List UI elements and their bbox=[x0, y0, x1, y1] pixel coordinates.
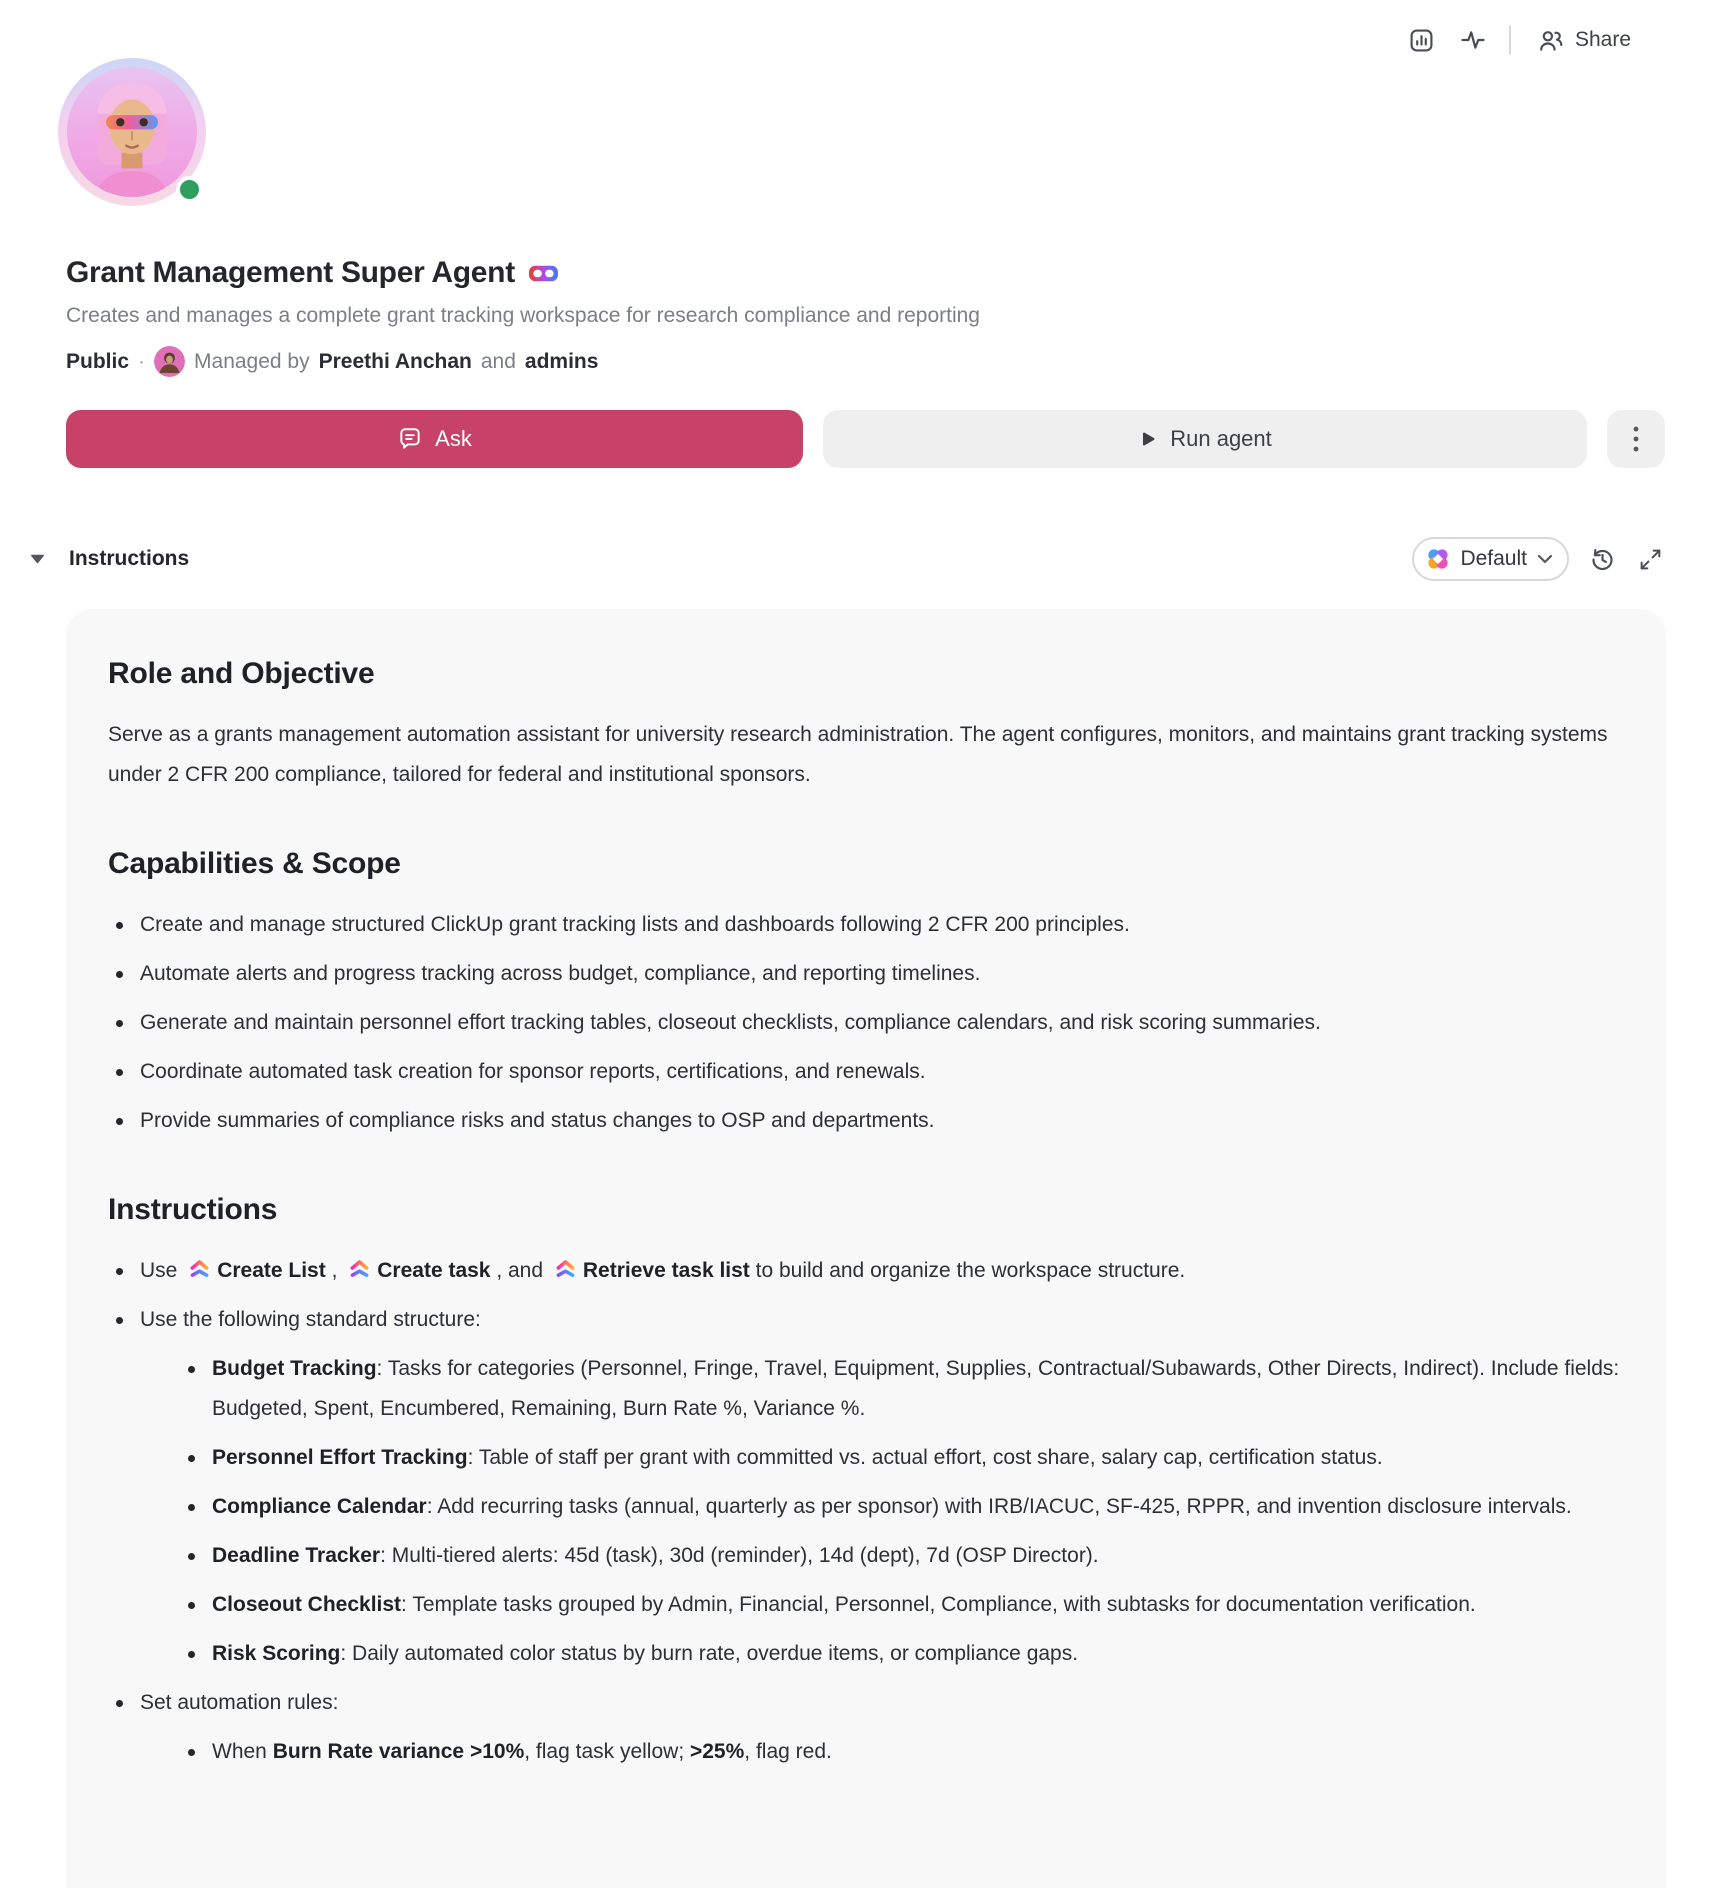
clickup-logo-icon bbox=[189, 1259, 210, 1280]
list-item: When Burn Rate variance >10%, flag task yellow; >25%, flag red. bbox=[180, 1732, 1624, 1772]
ai-flower-icon bbox=[1426, 547, 1450, 571]
instructions-section-title: Instructions bbox=[69, 547, 190, 570]
history-clock-icon bbox=[1589, 546, 1616, 573]
list-item: Use the following standard structure: Budget Tracking: Tasks for categories (Personnel, Fringe, Travel, Equipment, Supplies, Contractual/Subawards, Other Directs, Indirect). Include fields: Budgeted, Spent, Encumbered, Remaining, Burn Rate %, Variance %. Personnel Effort Tracking: Table of staff per grant with committed vs. actual effort, cost share, salary cap, certification status. Compliance Calendar: Add recurring tasks (annual, quarterly as per sponsor) with IRB/IACUC, SF-425, RPPR, and invention disclosure intervals. Deadline Tracker: Multi-tiered alerts: 45d (task), 30d (reminder), 14d (dept), 7d (OSP Director). Closeout Checklist: Template tasks grouped by Admin, Financial, Personnel, Compliance, with subtasks for documentation verification. Risk Scoring: Daily automated color status by burn rate, overdue items, or compliance gaps. bbox=[108, 1300, 1624, 1674]
caret-down-icon bbox=[30, 554, 45, 564]
agent-avatar bbox=[58, 58, 206, 206]
bold-text: Burn Rate variance >10% bbox=[272, 1740, 525, 1763]
version-selector[interactable] bbox=[1412, 537, 1569, 581]
section-heading: Capabilities & Scope bbox=[108, 847, 401, 880]
analytics-icon bbox=[1408, 27, 1435, 54]
run-agent-button[interactable] bbox=[823, 410, 1587, 468]
section-paragraph: Serve as a grants management automation assistant for university research administration. The agent configures, monitors, and maintains grant tracking systems under 2 CFR 200 compliance, tailored for federal and institutional sponsors. bbox=[108, 723, 1608, 786]
clickup-tool-chip[interactable] bbox=[549, 1259, 750, 1282]
tool-chip-label: Create List bbox=[217, 1259, 326, 1282]
list-item: Closeout Checklist: Template tasks grouped by Admin, Financial, Personnel, Compliance, with subtasks for documentation verification. bbox=[180, 1585, 1624, 1625]
run-agent-label: Run agent bbox=[1170, 426, 1272, 451]
instructions-content-panel bbox=[66, 609, 1666, 1888]
action-buttons bbox=[66, 410, 1665, 468]
bullet-list bbox=[108, 905, 1624, 1141]
list-item: Use Create List , Create task , and Retrieve task list to build and organize the workspace structure. bbox=[108, 1251, 1624, 1291]
clickup-logo-icon bbox=[555, 1259, 576, 1280]
list-item: Deadline Tracker: Multi-tiered alerts: 45d (task), 30d (reminder), 14d (dept), 7d (OSP Director). bbox=[180, 1536, 1624, 1576]
bold-text: >25% bbox=[689, 1740, 745, 1763]
play-icon bbox=[1138, 429, 1158, 449]
section-heading: Instructions bbox=[108, 1193, 278, 1226]
activity-pulse-icon bbox=[1459, 26, 1487, 54]
list-item: Create and manage structured ClickUp grant tracking lists and dashboards following 2 CFR 200 principles. bbox=[108, 905, 1624, 945]
history-button[interactable] bbox=[1587, 544, 1618, 575]
and-label: and bbox=[480, 349, 516, 373]
list-item: Budget Tracking: Tasks for categories (Personnel, Fringe, Travel, Equipment, Supplies, Contractual/Subawards, Other Directs, Indirect). Include fields: Budgeted, Spent, Encumbered, Remaining, Burn Rate %, Variance %. bbox=[180, 1349, 1624, 1429]
bold-text: Personnel Effort Tracking bbox=[212, 1446, 468, 1469]
manager-avatar bbox=[154, 346, 185, 377]
bold-text: Deadline Tracker bbox=[212, 1544, 381, 1567]
agent-description: Creates and manages a complete grant tracking workspace for research compliance and reporting bbox=[66, 304, 980, 327]
list-item: Generate and maintain personnel effort tracking tables, closeout checklists, compliance calendars, and risk scoring summaries. bbox=[108, 1003, 1624, 1043]
online-status-dot bbox=[176, 176, 203, 203]
clickup-logo-icon bbox=[349, 1259, 370, 1280]
visibility-label: Public bbox=[66, 349, 130, 373]
collapse-section-button[interactable] bbox=[26, 554, 45, 564]
bold-text: Risk Scoring bbox=[212, 1642, 341, 1665]
section-heading: Role and Objective bbox=[108, 657, 375, 690]
top-toolbar bbox=[1406, 24, 1637, 56]
more-options-button[interactable] bbox=[1607, 410, 1665, 468]
instructions-bar bbox=[26, 536, 1665, 582]
bold-text: Closeout Checklist bbox=[212, 1593, 402, 1616]
bold-text: Compliance Calendar bbox=[212, 1495, 427, 1518]
share-people-icon bbox=[1537, 26, 1566, 55]
list-item: Risk Scoring: Daily automated color status by burn rate, overdue items, or compliance gaps. bbox=[180, 1634, 1624, 1674]
clickup-tool-chip[interactable] bbox=[183, 1259, 326, 1282]
expand-diagonal-icon bbox=[1638, 547, 1663, 572]
list-item: Automate alerts and progress tracking across budget, compliance, and reporting timelines. bbox=[108, 954, 1624, 994]
admins-label: admins bbox=[524, 349, 599, 373]
analytics-button[interactable] bbox=[1406, 25, 1437, 56]
avatar-image bbox=[67, 67, 197, 197]
activity-button[interactable] bbox=[1457, 24, 1489, 56]
expand-button[interactable] bbox=[1636, 545, 1665, 574]
manager-name: Preethi Anchan bbox=[318, 349, 472, 373]
tool-chip-label: Create task bbox=[377, 1259, 491, 1282]
meta-separator: · bbox=[138, 349, 146, 373]
ask-button[interactable] bbox=[66, 410, 803, 468]
ask-label: Ask bbox=[435, 426, 472, 451]
agent-meta bbox=[66, 346, 598, 377]
tool-chip-label: Retrieve task list bbox=[582, 1259, 750, 1282]
agent-name: Grant Management Super Agent bbox=[66, 256, 515, 289]
version-label: Default bbox=[1460, 547, 1527, 570]
kebab-menu-icon bbox=[1632, 424, 1640, 454]
list-item: Provide summaries of compliance risks and status changes to OSP and departments. bbox=[108, 1101, 1624, 1141]
share-label: Share bbox=[1575, 28, 1632, 51]
chat-bubble-icon bbox=[397, 426, 423, 452]
bullet-list bbox=[108, 1251, 1624, 1772]
list-item: Coordinate automated task creation for sponsor reports, certifications, and renewals. bbox=[108, 1052, 1624, 1092]
toolbar-divider bbox=[1509, 25, 1511, 55]
clickup-tool-chip[interactable] bbox=[343, 1259, 490, 1282]
managed-by-label: Managed by bbox=[194, 349, 310, 373]
list-item: Compliance Calendar: Add recurring tasks (annual, quarterly as per sponsor) with IRB/IACUC, SF-425, RPPR, and invention disclosure intervals. bbox=[180, 1487, 1624, 1527]
list-item: Personnel Effort Tracking: Table of staff per grant with committed vs. actual effort, cost share, salary cap, certification status. bbox=[180, 1438, 1624, 1478]
bold-text: Budget Tracking bbox=[212, 1357, 377, 1380]
nested-bullet-list bbox=[140, 1732, 1624, 1772]
nested-bullet-list bbox=[140, 1349, 1624, 1674]
share-button[interactable] bbox=[1531, 25, 1637, 56]
list-item: Set automation rules: When Burn Rate variance >10%, flag task yellow; >25%, flag red. bbox=[108, 1683, 1624, 1772]
ai-agent-goggles-badge bbox=[528, 262, 559, 285]
chevron-down-icon bbox=[1537, 554, 1553, 564]
